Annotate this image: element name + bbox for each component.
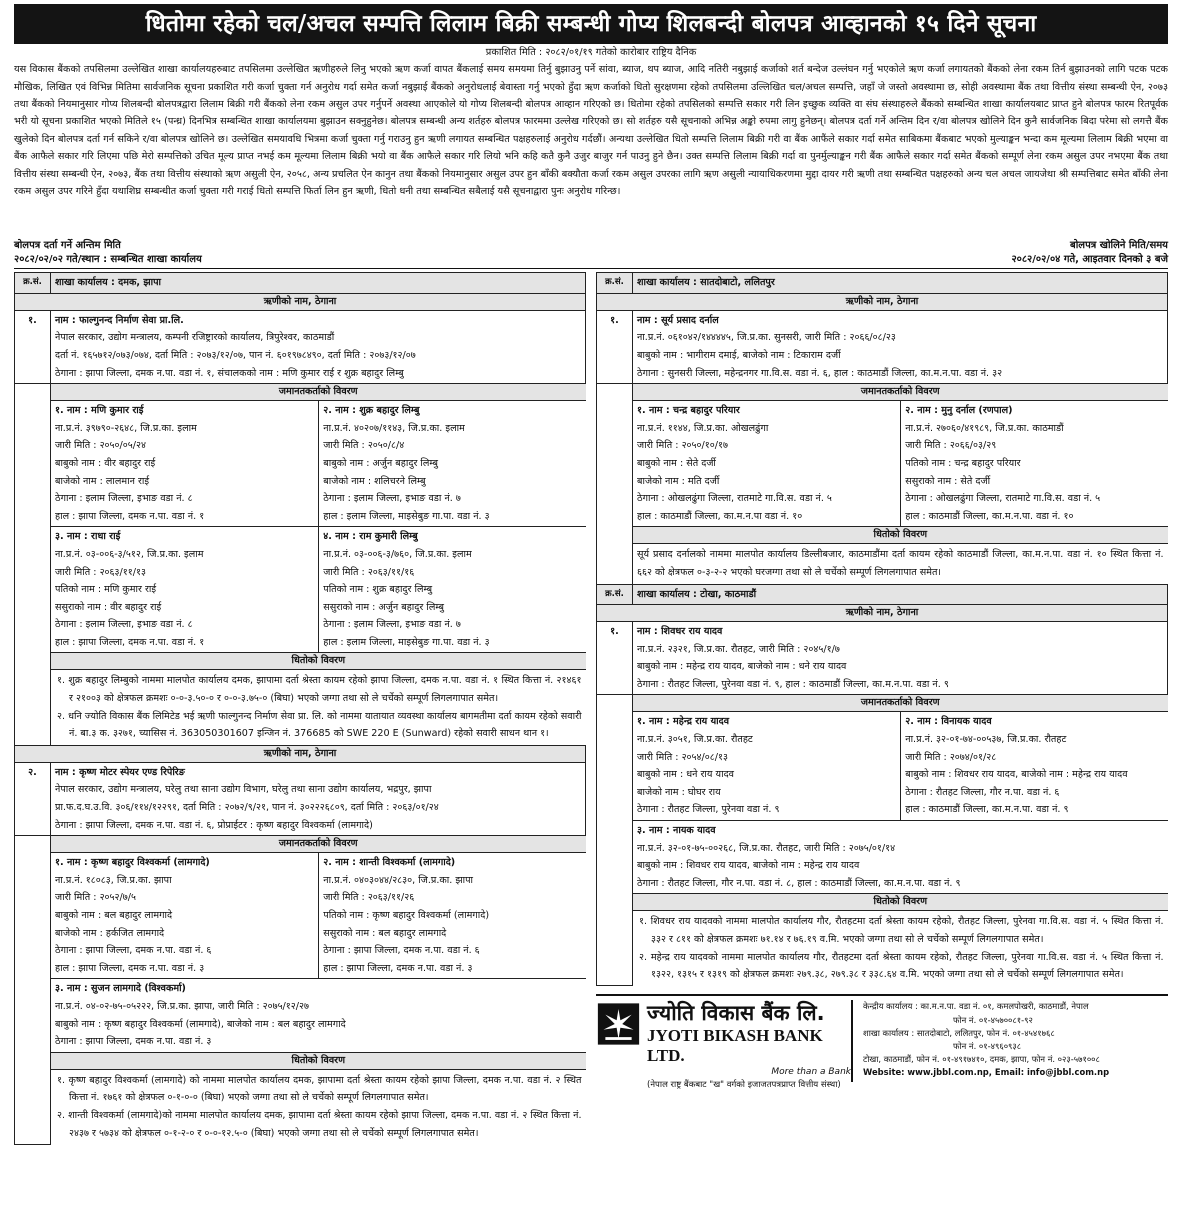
guarantor-line: हाल : इलाम जिल्ला, माइसेबुङ गा.पा. वडा नं. ३ [323, 636, 490, 648]
borrower-line: नेपाल सरकार, उद्योग मन्त्रालय, घरेलु तथा साना उद्योग विभाग, घरेलु तथा साना उद्योग कार्यालय, भद्रपुर, झापा [55, 784, 432, 796]
guarantor-name: २. नाम : शुक्र बहादुर लिम्बु [323, 405, 420, 417]
guarantor-line: ठेगाना : इलाम जिल्ला, इभाङ वडा नं. ७ [323, 493, 461, 505]
guarantor-line: जारी मिति : २०५०/०५/२४ [55, 440, 146, 452]
contact-line: शाखा कार्यालय : सातदोबाटो, ललितपुर, फोन नं. ०१-४५४१७६८ [863, 1027, 1055, 1038]
guarantor-name: ३. नाम : नायक यादव [637, 825, 716, 837]
guarantors-block [51, 384, 586, 746]
opening-date-value: २०८२/०२/०४ गते, आइतवार दिनको ३ बजे [1011, 254, 1168, 266]
guarantor-card [318, 853, 585, 978]
borrower-line: दर्ता नं. १६५७१२/०७३/०७४, दर्ता मिति : २०७३/१२/०७, पान नं. ६०१९७८४९०, दर्ता मिति : २०७३/१२/०७ [55, 349, 416, 361]
guarantor-line: ठेगाना : झापा जिल्ला, दमक न.पा. वडा नं. ६ [323, 945, 480, 957]
guarantor-card-wide [633, 820, 1168, 893]
guarantor-line: बाजेको नाम : हर्कजित लामगादे [55, 927, 165, 939]
guarantors-block [51, 836, 586, 1144]
guarantor-line: जारी मिति : २०५०/८/४ [323, 440, 405, 452]
guarantor-line: ना.प्र.नं. ११४४, जि.प्र.का. ओखलढुंगा [637, 422, 769, 434]
guarantor-line: ठेगाना : इलाम जिल्ला, इभाङ वडा नं. ७ [323, 619, 461, 631]
publication-date: प्रकाशित मिति : २०८२/०१/१९ गतेको कारोबार राष्ट्रिय दैनिक [485, 47, 697, 58]
bank-tagline: More than a Bank [771, 1067, 851, 1078]
guarantor-line: बाजेको नाम : शलिचरने लिम्बु [323, 475, 426, 487]
guarantor-line: ठेगाना : झापा जिल्ला, दमक न.पा. वडा नं. ६ [55, 945, 212, 957]
guarantor-line: ना.प्र.नं. ३२-०१-७४-००५३७, जि.प्र.का. रौतहट [905, 734, 1067, 746]
empty-cell [597, 695, 633, 986]
guarantor-line: जारी मिति : २०६३/११/१६ [323, 566, 415, 578]
guarantor-line: बाबुको नाम : बल बहादुर लामगादे [55, 910, 173, 922]
sn-header: क्र.सं. [15, 273, 51, 294]
guarantor-line: ना.प्र.नं. ३०५१, जि.प्र.का. रौतहट [637, 734, 753, 746]
collateral-header: धितोको विवरण [633, 526, 1168, 544]
guarantors-block [633, 695, 1168, 986]
guarantor-row [51, 401, 586, 526]
guarantor-line: ना.प्र.नं. ०३-००६-३/५१२, जि.प्र.का. इलाम [55, 548, 204, 560]
collateral-details [51, 1070, 586, 1144]
guarantor-line: पतिको नाम : कृष्ण बहादुर विश्वकर्मा (लामगादे) [323, 910, 490, 922]
collateral-details [633, 544, 1168, 583]
collateral-header: धितोको विवरण [51, 1052, 586, 1070]
collateral-item: २. शान्ती विश्वकर्मा (लामगादे)को नाममा मालपोत कार्यालय दमक, झापामा दर्ता श्रेस्ता कायम रहेको झापा जिल्ला, दमक न.पा. वडा नं. २ स्थित कित्ता नं. २४३७ र ५७३४ को क्षेत्रफल ०-१-२-० र ०-०-१२.५-० (बिघा) भएको जग्गा तथा सो ले चर्चेको सम्पूर्ण लिगलगापात समेत। [57, 1109, 582, 1139]
guarantor-line: हाल : झापा जिल्ला, दमक न.पा. वडा नं. १ [55, 510, 205, 522]
borrower-line: नेपाल सरकार, उद्योग मन्त्रालय, कम्पनी रजिष्ट्रारको कार्यालय, त्रिपुरेश्वर, काठमाडौं [55, 332, 335, 344]
guarantor-line: हाल : काठमाडौं जिल्ला, का.म.न.पा. वडा नं. ९ [905, 804, 1069, 816]
guarantor-line: ससुराको नाम : बल बहादुर लामगादे [323, 927, 447, 939]
guarantor-row [51, 853, 586, 978]
guarantor-name: १. नाम : कृष्ण बहादुर विश्वकर्मा (लामगादे) [55, 857, 210, 869]
contact-line: फोन नं. ०१-४५७००८१-९२ [953, 1014, 1033, 1025]
guarantor-line: ससुराको नाम : वीर बहादुर राई [55, 601, 162, 613]
collateral-header: धितोको विवरण [633, 893, 1168, 911]
guarantor-header: जमानतकर्ताको विवरण [633, 695, 1168, 712]
guarantor-card [633, 401, 900, 526]
contact-line: टोखा, काठमाडौं, फोन नं. ०१-४९१७४१०, दमक, झापा, फोन नं. ०२३-५७१००८ [863, 1054, 1100, 1065]
bank-license-note: (नेपाल राष्ट्र बैंकबाट "ख" वर्गको इजाजतपत्रप्राप्त वित्तीय संस्था) [647, 1080, 841, 1091]
guarantor-name: २. नाम : विनायक यादव [905, 716, 992, 728]
empty-cell [15, 384, 51, 746]
borrower-header: ऋणीको नाम, ठेगाना [597, 605, 1168, 622]
borrower-name: नाम : कृष्ण मोटर स्पेयर एण्ड रिपेरिङ [55, 766, 185, 778]
guarantor-card [51, 401, 318, 526]
website-email: Website: www.jbbl.com.np, Email: info@jbbl.com.np [863, 1067, 1110, 1078]
guarantor-name: १. नाम : चन्द्र बहादुर परियार [637, 405, 740, 417]
notice-body: यस विकास बैंकको तपसिलमा उल्लेखित शाखा कार्यालयहरुबाट तपसिलमा उल्लेखित ऋणीहरुले लिनु भएको ऋण कर्जा वापत बैंकलाई समय समयमा तिर्नु बुझाउनु पर्ने सांवा, ब्याज, थप ब्याज, आदि नतिरी नबुझाई कर्जाको शर्त बन्देज उल्लंघन गर्नु भएकोले ऋण कर्जा लगायतको बैंकको लेना रकम तिर्न बुझाउनको लागि पटक पटक मौखिक, लिखित एवं विभिन्न मितिमा सार्वजनिक सूचना प्रकाशित गरी कर्जा चुक्ता गर्न अनुरोध गर्दा समेत कर्जा नबुझाई बैंकको अनुरोधलाई बेवास्ता गर्नु भएको हुँदा ऋण कर्जाको धितो सुरक्षणमा रहेको तपसिलमा उल्लिखित चल/अचल सम्पत्ति, जहाँ जे जस्तो अवस्थामा छ, सोही अवस्थामा बैंक तथा वित्तीय संस्था सम्बन्धी ऐन, २०७३ तथा बैंकको नियमानुसार गोप्य शिलबन्दी बोलपत्रद्वारा लिलाम बिक्री गरी बैंकको लेना रकम असुल उपर गर्नुपर्ने अवस्था आएकोले यो गोप्य शिलबन्दी बोलपत्र आव्हान गरिएको छ। धितोमा रहेको तपसिलको सम्पत्ति सकार गरी लिन इच्छुक व्यक्ति वा संघ संस्थाहरुले बैंकको सम्बन्धित शाखा कार्यालयबाट प्राप्त हुने बोलपत्र फारम रितपूर्वक भरी यो सूचना प्रकाशित भएको मितिले १५ (पन्ध्र) दिनभित्र सम्बन्धित शाखा कार्यालयमा बुझाउन सक्नुहुनेछ। बोलपत्र सम्बन्धी अन्य शर्तहरु बोलपत्र फारममा उल्लेख गरिएको छ। सो शर्तहरु यसै सूचनाको अभिन्न अङ्को रुपमा लागु हुनेछन्। बोलपत्र दर्ता गर्ने अन्तिम दिन र/वा बोलपत्र खोलिने दिन कुनै सार्वजनिक बिदा परेमा सो लगत्तै बैंक खुलेको दिन बोलपत्र दर्ता गर्न सकिने र/वा बोलपत्र खोलिने छ। उल्लेखित समयावधि भित्रमा कर्जा चुक्ता गर्नु गराउनु हुन ऋणी लगायत सम्बन्धित पक्षहरुलाई अनुरोध गर्दछौं। अन्यथा उल्लेखित धितो सम्पत्ति लिलाम बिक्री गरी वा बैंक आफैंले सकार गर्दा समेत साबिकमा बैंकबाट भएको मुल्याङ्कन भन्दा कम मूल्यमा लिलाम बिक्री भएमा वा बैंक आफैले सकार गरि लिएमा पछि मेरो सम्पत्तिको उचित मूल्य प्राप्त नभई कम मूल्यमा लिलाम बिक्री भयो वा बैंक आफैले सकार गरि लियो भनि कहि कतै कुनै उजुर बाजुर गर्न पाउनु हुने छैन। उक्त सम्पत्ति लिलाम बिक्री गर्दा वा पुनर्मुल्याङ्कन गरी बैंक आफैले सकार गर्दा समेत बैंकको सम्पूर्ण लेना रकम असुल उपर नभएमा बैंक तथा वित्तीय संस्था सम्बन्धी ऐन, २०७३, बैंक तथा वित्तीय संस्थाको ऋण असुली ऐन, २०५८, अन्य प्रचलित ऐन कानुन तथा बैंकको नियमानुसार असुल उपर हुन बाँकी बक्यौता कर्जा रकम असुल उपरका लागि ऋण असुली न्यायाधिकरणमा मुद्दा दायर गरी ऋणी तथा सम्बन्धित पक्षहरुको अन्य चल अचल जायजेथा श्री सम्पत्तिबाट समेत बाँकी लेना रकम असुल उपर गरिने हुँदा यथाशिघ्र सम्बन्धीत कर्जा चुक्ता गरी गराई धितो सम्पत्ति फिर्ता लिन हुन ऋणी, धितो धनी तथा सम्बन्धित सबैलाई यसै सूचनाद्वारा पुनः अनुरोध गरिन्छ। [14, 64, 1168, 198]
guarantor-row [51, 526, 586, 652]
bank-footer [596, 994, 1168, 1091]
collateral-item: १. शुक्र बहादुर लिम्बुको नाममा मालपोत कार्यालय दमक, झापामा दर्ता श्रेस्ता कायम रहेको झापा जिल्ला, दमक न.पा. वडा नं. १ स्थित कित्ता नं. २१४६१ र २१००३ को क्षेत्रफल क्रमशः ०-०-३.५०-० र ०-०-३.७५-० (बिघा) भएको जग्गा तथा सो ले चर्चेको सम्पूर्ण लिगलगापात समेत। [57, 675, 582, 705]
bank-name-block [641, 1000, 851, 1092]
damak-branch-table [14, 272, 586, 1144]
right-column [596, 272, 1168, 1144]
deadline-labels [14, 239, 1168, 253]
submission-deadline-value: २०८२/०२/०२ गते/स्थान : सम्बन्धित शाखा कार्यालय [14, 254, 202, 266]
guarantor-line: पतिको नाम : शुक्र बहादुर लिम्बु [323, 584, 433, 596]
serial-number: १. [597, 622, 633, 695]
empty-cell [15, 836, 51, 1144]
guarantor-line: ना.प्र.नं. ०३-००६-३/७६०, जि.प्र.का. इलाम [323, 548, 472, 560]
guarantor-line: ठेगाना : ओखलढुंगा जिल्ला, रातमाटे गा.वि.स. वडा नं. ५ [905, 493, 1101, 505]
serial-number: २. [15, 762, 51, 835]
borrower-line: बाबुको नाम : महेन्द्र राय यादव, बाजेको नाम : धने राय यादव [637, 661, 847, 673]
guarantor-line: बाबुको नाम : शिवधर राय यादव, बाजेको नाम : महेन्द्र राय यादव [905, 769, 1128, 781]
serial-number: १. [15, 310, 51, 383]
guarantor-name: १. नाम : मणि कुमार राई [55, 405, 144, 417]
guarantor-line: ना.प्र.नं. १८०८३, जि.प्र.का. झापा [55, 874, 172, 886]
guarantor-line: बाजेको नाम : घोघर राय [637, 786, 721, 798]
empty-cell [597, 384, 633, 584]
left-column [14, 272, 586, 1144]
borrower-details [633, 310, 1168, 383]
sn-header: क्र.सं. [597, 273, 633, 294]
borrower-header: ऋणीको नाम, ठेगाना [15, 293, 586, 310]
collateral-item: सूर्य प्रसाद दर्नालको नाममा मालपोत कार्यालय डिल्लीबजार, काठमाडौंमा दर्ता कायम रहेको काठमाडौं जिल्ला, का.म.न.पा. वडा नं. १० स्थित कित्ता नं. ६६२ को क्षेत्रफल ०-३-२-२ भएको घरजग्गा तथा सो ले चर्चेको सम्पूर्ण लिगलगापात समेत। [637, 549, 1164, 578]
borrower-line: प्रा.फ.द.घ.उ.वि. ३०६/११४/१२२९१, दर्ता मिति : २०७२/९/२१, पान नं. ३०२२२६८०९, दर्ता मिति : २०६३/०१/२४ [55, 802, 439, 814]
guarantor-name: ४. नाम : राम कुमारी लिम्बु [323, 531, 418, 543]
branch-office-damak: शाखा कार्यालय : दमक, झापा [51, 273, 586, 294]
schedule-columns [14, 272, 1168, 1144]
collateral-header: धितोको विवरण [51, 652, 586, 670]
guarantor-line: ठेगाना : रौतहट जिल्ला, गौर न.पा. वडा नं. ६ [905, 786, 1060, 798]
deadline-values [14, 253, 1168, 269]
satdobato-branch-table [596, 272, 1168, 986]
guarantor-line: ना.प्र.नं. ३९७९०-२६४८, जि.प्र.का. इलाम [55, 422, 197, 434]
guarantor-card-wide [51, 978, 586, 1051]
borrower-line: ठेगाना : झापा जिल्ला, दमक न.पा. वडा नं. १, संचालकको नाम : मणि कुमार राई र शुक्र बहादुर लिम्बु [55, 367, 404, 379]
collateral-item: १. शिवधर राय यादवको नाममा मालपोत कार्यालय गौर, रौतहटमा दर्ता श्रेस्ता कायम रहेको, रौतहट जिल्ला, पुरेनवा गा.वि.स. वडा नं. ५ स्थित कित्ता नं. ३३२ र ८११ को क्षेत्रफल क्रमशः ७१.१४ र ७६.१९ व.मि. भएको जग्गा तथा सो ले चर्चेको सम्पूर्ण लिगलगापात समेत। [639, 916, 1164, 946]
guarantor-line: हाल : काठमाडौं जिल्ला, का.म.न.पा. वडा नं. १० [905, 510, 1074, 522]
borrower-line: ठेगाना : झापा जिल्ला, दमक न.पा. वडा नं. ६, प्रोप्राईटर : कृष्ण बहादुर विश्वकर्मा (लामगादे) [55, 819, 373, 831]
collateral-details [633, 911, 1168, 985]
guarantor-line: हाल : काठमाडौं जिल्ला, का.म.न.पा वडा नं. १० [637, 510, 803, 522]
guarantor-line: ना.प्र.नं. ३२-०१-७५-००२६८, जि.प्र.का. रौतहट, जारी मिति : २०७५/०१/१४ [637, 842, 896, 854]
guarantor-card [51, 853, 318, 978]
guarantor-line: पतिको नाम : मणि कुमार राई [55, 584, 157, 596]
borrower-line: ना.प्र.नं. २३२१, जि.प्र.का. रौतहट, जारी मिति : २०४५/१/७ [637, 643, 840, 655]
guarantor-row [633, 401, 1168, 526]
guarantor-line: हाल : इलाम जिल्ला, माइसेबुङ गा.पा. वडा नं. ३ [323, 510, 490, 522]
guarantor-line: बाबुको नाम : धने राय यादव [637, 769, 734, 781]
borrower-line: ठेगाना : सुनसरी जिल्ला, महेन्द्रनगर गा.वि.स. वडा नं. ६, हाल : काठमाडौं जिल्ला, का.म.न.पा. वडा नं. ३२ [637, 367, 1003, 379]
guarantors-block [633, 384, 1168, 584]
guarantor-line: ना.प्र.नं. ०४०३०४४/२८३०, जि.प्र.का. झापा [323, 874, 474, 886]
guarantor-line: ठेगाना : इलाम जिल्ला, इभाङ वडा नं. ८ [55, 493, 193, 505]
guarantor-line: हाल : झापा जिल्ला, दमक न.पा. वडा नं. ३ [55, 962, 205, 974]
guarantor-card [900, 401, 1167, 526]
bank-brand [596, 1000, 851, 1091]
borrower-line: ठेगाना : रौतहट जिल्ला, पुरेनवा वडा नं. ९, हाल : काठमाडौं जिल्ला, का.म.न.पा. वडा नं. ९ [637, 678, 949, 690]
bank-logo-icon [596, 1000, 641, 1048]
guarantor-line: बाबुको नाम : अर्जुन बहादुर लिम्बु [323, 457, 439, 469]
borrower-header: ऋणीको नाम, ठेगाना [15, 745, 586, 762]
borrower-line: बाबुको नाम : भागीराम दमाई, बाजेको नाम : टिकाराम दर्जी [637, 349, 841, 361]
guarantor-line: हाल : झापा जिल्ला, दमक न.पा. वडा नं. ३ [323, 962, 473, 974]
guarantor-card [318, 527, 585, 652]
guarantor-card [900, 712, 1167, 820]
guarantor-header: जमानतकर्ताको विवरण [51, 384, 586, 401]
submission-deadline-label: बोलपत्र दर्ता गर्ने अन्तिम मिति [14, 240, 121, 252]
guarantor-line: बाजेको नाम : मति दर्जी [637, 475, 720, 487]
collateral-item: २. महेन्द्र राय यादवको नाममा मालपोत कार्यालय गौर, रौतहटमा दर्ता श्रेस्ता कायम रहेको, रौतहट जिल्ला, पुरेनवा गा.वि.स. वडा नं. ५ स्थित कित्ता नं. १३२२, १३१५ र १३१९ को क्षेत्रफल क्रमशः २७९.३८, २७९.३८ र ३३८.६४ व.मि. भएको जग्गा तथा सो ले चर्चेको सम्पूर्ण लिगलगापात समेत। [639, 951, 1164, 981]
guarantor-name: ३. नाम : सुजन लामगादे (विश्वकर्मा) [55, 983, 186, 995]
sn-header: क्र.सं. [597, 584, 633, 605]
guarantor-line: ना.प्र.नं. ०४-०२-७५-०५२२२, जि.प्र.का. झापा, जारी मिति : २०७५/१२/२७ [55, 1000, 309, 1012]
guarantor-line: बाबुको नाम : शिवधर राय यादव, बाजेको नाम : महेन्द्र राय यादव [637, 860, 860, 872]
guarantor-card [318, 401, 585, 526]
bank-name-english: JYOTI BIKASH BANK LTD. [647, 1026, 823, 1066]
guarantor-line: ठेगाना : झापा जिल्ला, दमक न.पा. वडा नं. ३ [55, 1036, 212, 1048]
guarantor-line: ससुराको नाम : सेते दर्जी [905, 475, 991, 487]
borrower-name: नाम : शिवधर राय यादव [637, 626, 723, 638]
guarantor-line: जारी मिति : २०६६/०३/२९ [905, 440, 997, 452]
guarantor-line: ठेगाना : इलाम जिल्ला, इभाङ वडा नं. ८ [55, 619, 193, 631]
branch-office-tokha: शाखा कार्यालय : टोखा, काठमाडौं [633, 584, 1168, 605]
guarantor-name: १. नाम : महेन्द्र राय यादव [637, 716, 730, 728]
guarantor-line: बाबुको नाम : वीर बहादुर राई [55, 457, 156, 469]
guarantor-line: ना.प्र.नं. २७०६०/४१९८९, जि.प्र.का. काठमाडौं [905, 422, 1064, 434]
guarantor-row [633, 712, 1168, 820]
borrower-header: ऋणीको नाम, ठेगाना [597, 293, 1168, 310]
guarantor-line: जारी मिति : २०५२/७/५ [55, 892, 136, 904]
branch-office-satdobato: शाखा कार्यालय : सातदोबाटो, ललितपुर [633, 273, 1168, 294]
guarantor-line: ना.प्र.नं. ४०२०७/११४३, जि.प्र.का. इलाम [323, 422, 465, 434]
guarantor-line: जारी मिति : २०६३/११/१३ [55, 566, 146, 578]
serial-number: १. [597, 310, 633, 383]
notice-title: धितोमा रहेको चल/अचल सम्पत्ति लिलाम बिक्री सम्बन्धी गोप्य शिलबन्दी बोलपत्र आव्हानको १५ दिने सूचना [14, 4, 1168, 44]
collateral-item: २. धनि ज्योति विकास बैंक लिमिटेड भई ऋणी फाल्गुनन्द निर्माण सेवा प्रा. लि. को नाममा यातायात व्यवस्था कार्यालय बागमतीमा दर्ता कायम रहेको सवारी नं. बा.३ क. ३२७१, च्यासिस नं. 363050301607 इन्जिन नं. 376685 को SWE 220 E (Sunward) रहेको सवारी साधन थान १। [57, 710, 582, 740]
guarantor-line: जारी मिति : २०५४/०८/१३ [637, 751, 728, 763]
contact-line: फोन नं. ०१-४९६०९३८ [953, 1040, 1022, 1051]
contact-line: केन्द्रीय कार्यालय : का.म.न.पा. वडा नं. ०१, कमलपोखरी, काठमाडौं, नेपाल [863, 1001, 1089, 1012]
opening-date-label: बोलपत्र खोलिने मिति/समय [1070, 240, 1168, 252]
borrower-details [633, 622, 1168, 695]
collateral-details [51, 670, 586, 744]
guarantor-line: जारी मिति : २०६३/११/२६ [323, 892, 415, 904]
borrower-name: नाम : सूर्य प्रसाद दर्नाल [637, 314, 719, 326]
guarantor-card [633, 712, 900, 820]
borrower-details [51, 762, 586, 835]
guarantor-line: पतिको नाम : चन्द्र बहादुर परियार [905, 457, 1021, 469]
guarantor-card [51, 527, 318, 652]
guarantor-line: ससुराको नाम : अर्जुन बहादुर लिम्बु [323, 601, 444, 613]
guarantor-header: जमानतकर्ताको विवरण [51, 836, 586, 853]
bank-name-nepali: ज्योति विकास बैंक लि. [647, 1001, 825, 1026]
guarantor-name: २. नाम : मुनु दर्नाल (रणपाल) [905, 405, 1013, 417]
guarantor-line: बाबुको नाम : सेते दर्जी [637, 457, 716, 469]
guarantor-name: २. नाम : शान्ती विश्वकर्मा (लामगादे) [323, 857, 456, 869]
guarantor-line: जारी मिति : २०७४/०१/२८ [905, 751, 997, 763]
guarantor-line: बाजेको नाम : लालमान राई [55, 475, 150, 487]
guarantor-header: जमानतकर्ताको विवरण [633, 384, 1168, 401]
guarantor-name: ३. नाम : राधा राई [55, 531, 121, 543]
guarantor-line: ठेगाना : ओखलढुंगा जिल्ला, रातमाटे गा.वि.स. वडा नं. ५ [637, 493, 832, 505]
guarantor-line: ठेगाना : रौतहट जिल्ला, गौर न.पा. वडा नं. ८, हाल : काठमाडौं जिल्ला, का.म.न.पा. वडा नं. ९ [637, 877, 961, 889]
bank-contact [851, 1000, 1168, 1082]
guarantor-line: ठेगाना : रौतहट जिल्ला, पुरेनवा वडा नं. ९ [637, 804, 780, 816]
collateral-item: १. कृष्ण बहादुर विश्वकर्मा (लामगादे) को नाममा मालपोत कार्यालय दमक, झापामा दर्ता श्रेस्ता कायम रहेको झापा जिल्ला, दमक न.पा. वडा नं. २ स्थित कित्ता नं. १७६१ को क्षेत्रफल ०-१-०-० (बिघा) भएको जग्गा तथा सो ले चर्चेको सम्पूर्ण लिगलगापात समेत। [57, 1074, 582, 1104]
guarantor-line: बाबुको नाम : कृष्ण बहादुर विश्वकर्मा (लामगादे), बाजेको नाम : बल बहादुर लामगादे [55, 1018, 346, 1030]
guarantor-line: हाल : झापा जिल्ला, दमक न.पा. वडा नं. १ [55, 636, 205, 648]
borrower-details [51, 310, 586, 383]
borrower-name: नाम : फाल्गुनन्द निर्माण सेवा प्रा.लि. [55, 314, 184, 326]
borrower-line: ना.प्र.नं. ०६१०४२/१४४४४५, जि.प्र.का. सुनसरी, जारी मिति : २०६६/०८/२३ [637, 332, 896, 344]
guarantor-line: जारी मिति : २०५०/१०/१७ [637, 440, 728, 452]
